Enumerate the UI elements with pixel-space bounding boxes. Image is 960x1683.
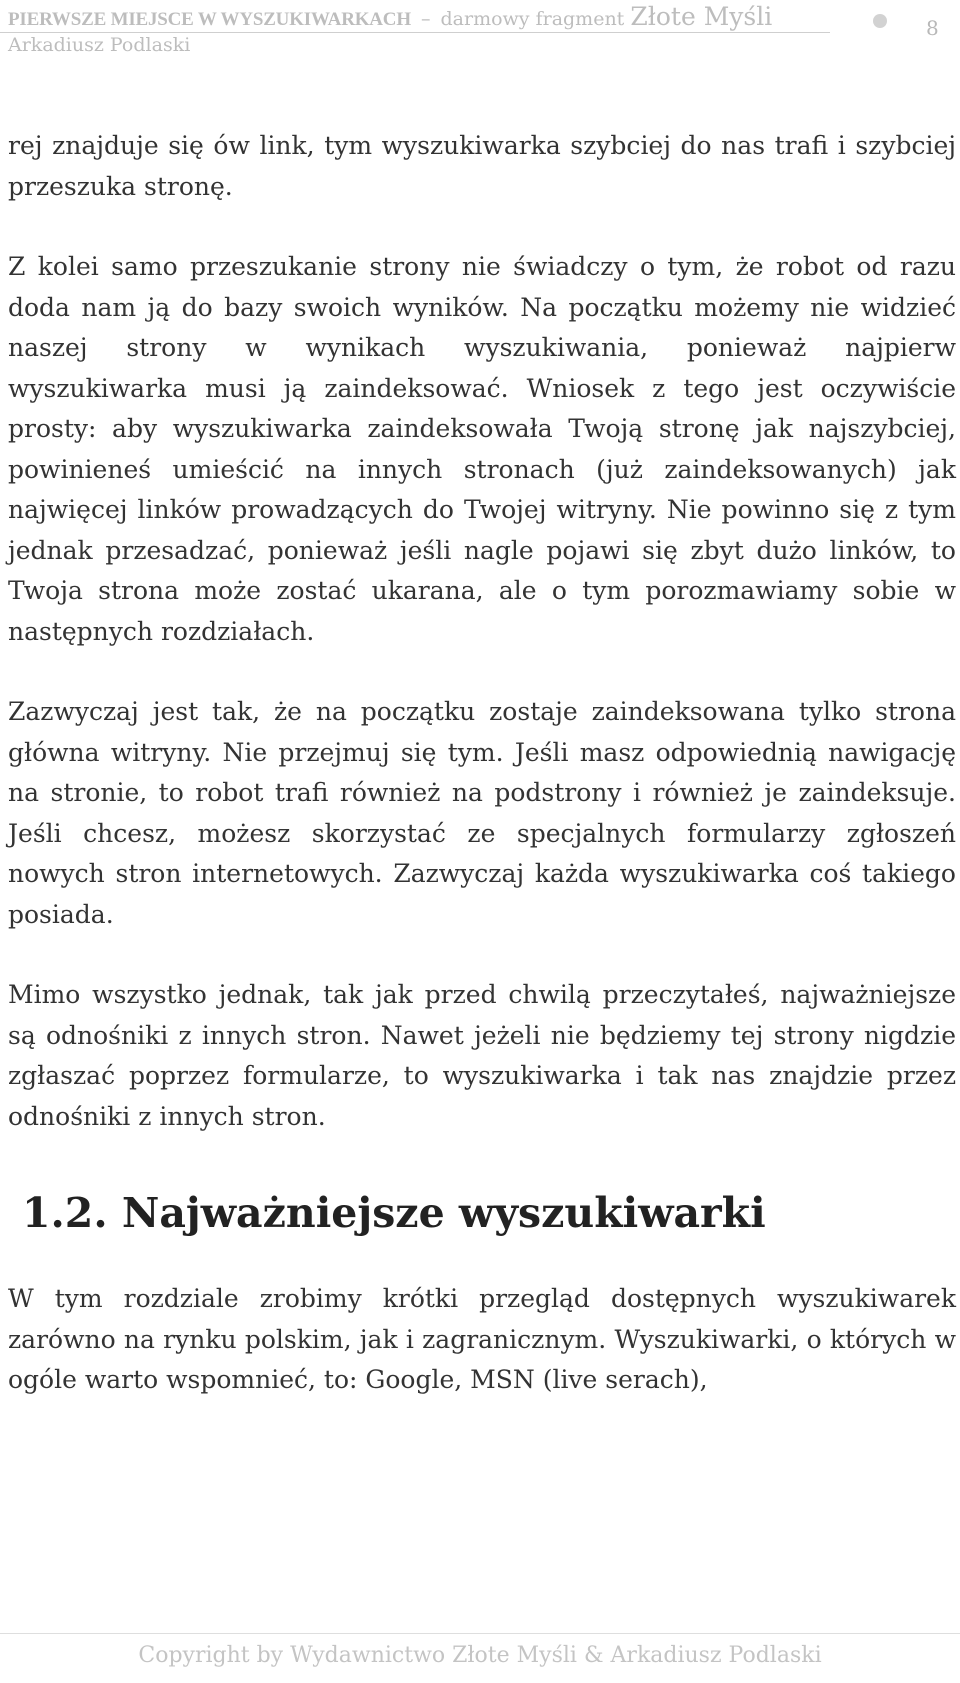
paragraph: W tym rozdziale zrobimy krótki przegląd dostępnych wyszukiwarek zarówno na rynku polskim, jak i zagranicznym. Wyszukiwarki, o których w ogóle warto wspomnieć, to: Google, MSN (live serach), (8, 1284, 956, 1394)
paragraph: Zazwyczaj jest tak, że na początku zostaje zaindeksowana tylko strona główna witryny. Nie przejmuj się tym. Jeśli masz odpowiednią nawigację na stronie, to robot trafi również na podstrony i również je zaindeksuje. Jeśli chcesz, możesz skorzystać ze specjalnych formularzy zgłoszeń nowych stron internetowych. Zazwyczaj każda wyszukiwarka coś takiego posiada. (8, 697, 956, 929)
header-dot-icon (873, 14, 887, 28)
header-title-line (8, 2, 772, 31)
header-divider (0, 32, 830, 33)
footer-divider (0, 1633, 960, 1634)
publisher-logo: Złote Myśli (630, 2, 773, 31)
paragraph: rej znajduje się ów link, tym wyszukiwarka szybciej do nas trafi i szybciej przeszuka stronę. (8, 131, 956, 201)
section-heading: 1.2. Najważniejsze wyszukiwarki (22, 1189, 766, 1237)
paragraph: Z kolei samo przeszukanie strony nie świadczy o tym, że robot od razu doda nam ją do bazy swoich wyników. Na początku możemy nie widzieć naszej strony w wynikach wyszukiwania, ponieważ najpierw wyszukiwarka musi ją zaindeksować. Wniosek z tego jest oczywiście prosty: aby wyszukiwarka zaindeksowała Twoją stronę jak najszybciej, powinieneś umieścić na innych stronach (już zaindeksowanych) jak najwięcej linków prowadzących do Twojej witryny. Nie powinno się z tym jednak przesadzać, ponieważ jeśli nagle pojawi się zbyt dużo linków, to Twoja strona może zostać ukarana, ale o tym porozmawiamy sobie w następnych rozdziałach. (8, 252, 956, 646)
header-subtitle: darmowy fragment (440, 8, 625, 30)
book-title: PIERWSZE MIEJSCE W WYSZUKIWARKACH (8, 9, 411, 30)
page-body (8, 126, 956, 1441)
footer-copyright: Copyright by Wydawnictwo Złote Myśli & Arkadiusz Podlaski (138, 1643, 822, 1668)
author-name: Arkadiusz Podlaski (8, 34, 191, 56)
page-number: 8 (926, 16, 939, 40)
paragraph: Mimo wszystko jednak, tak jak przed chwilą przeczytałeś, najważniejsze są odnośniki z innych stron. Nawet jeżeli nie będziemy tej strony nigdzie zgłaszać poprzez formularze, to wyszukiwarka i tak nas znajdzie przez odnośniki z innych stron. (8, 980, 956, 1131)
header-separator: – (420, 8, 431, 30)
page-header (0, 0, 960, 62)
